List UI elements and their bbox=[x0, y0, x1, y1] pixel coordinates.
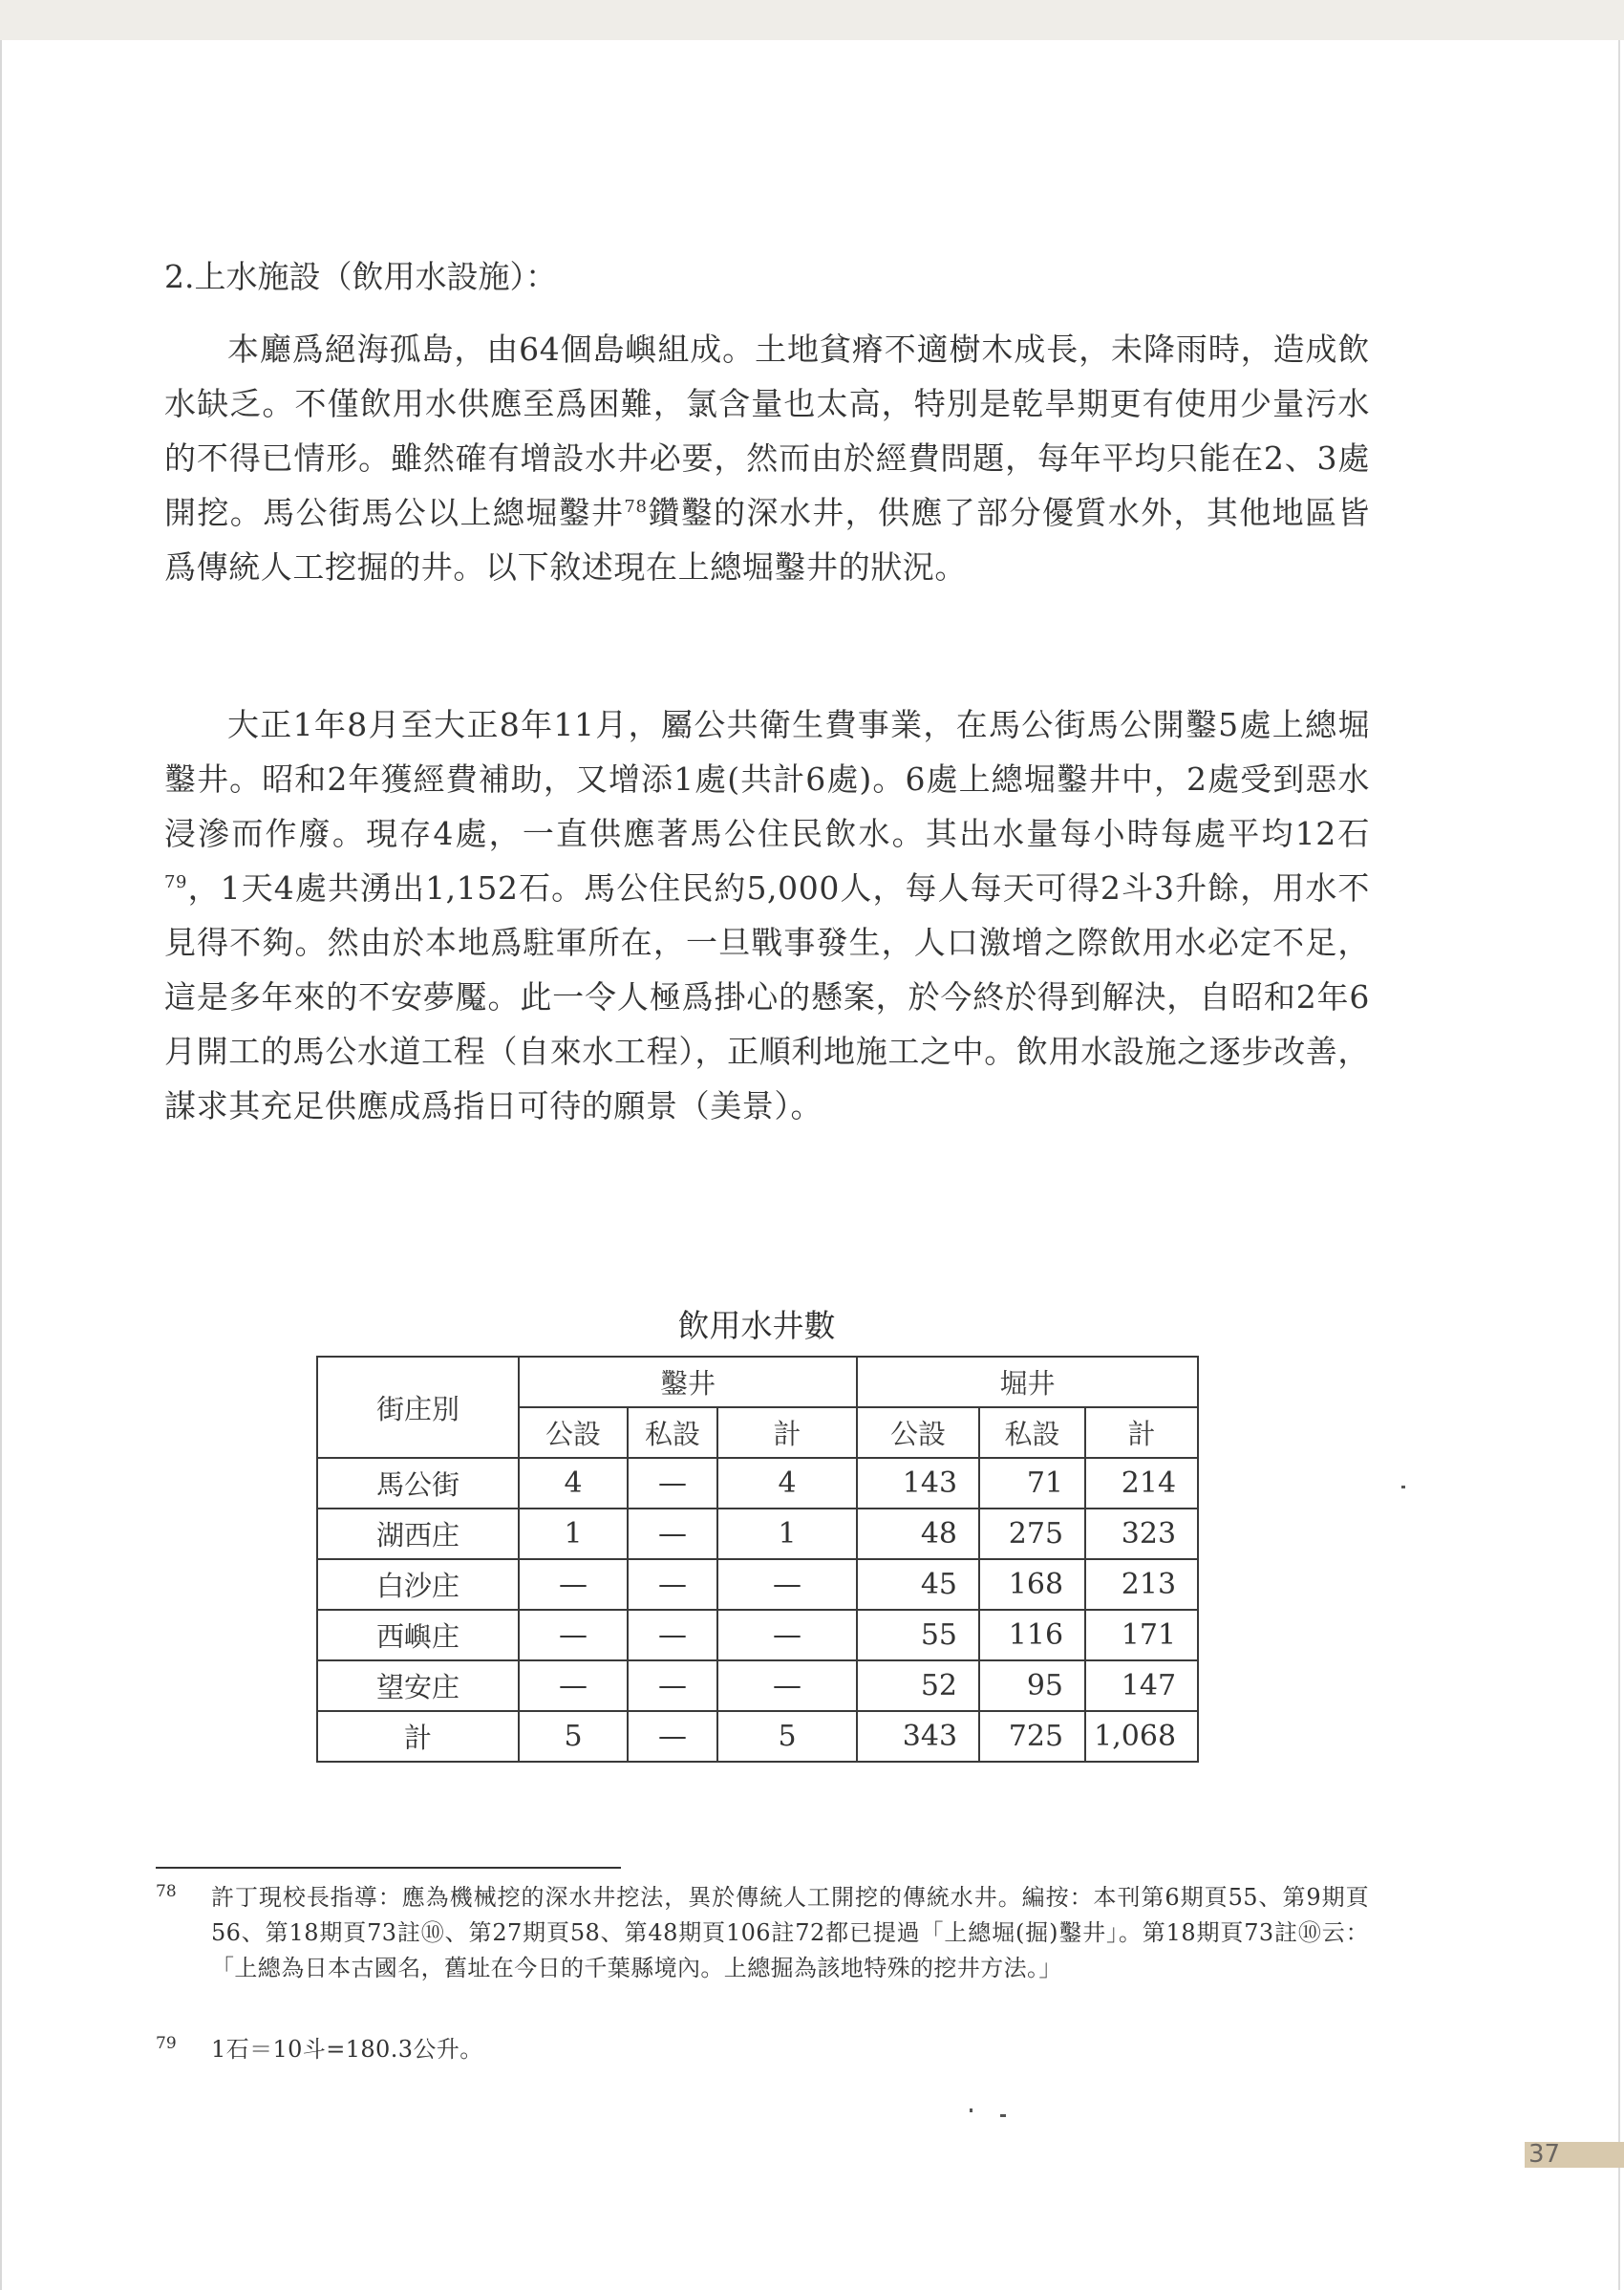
table-cell: 48 bbox=[857, 1509, 979, 1559]
table-row bbox=[317, 1509, 1198, 1559]
table-cell: — bbox=[519, 1610, 628, 1660]
table-cell: 1 bbox=[519, 1509, 628, 1559]
table-cell: 147 bbox=[1085, 1660, 1198, 1711]
header-drilled-private: 私設 bbox=[628, 1407, 717, 1458]
table-header-row-1 bbox=[317, 1357, 1198, 1407]
table-cell: 95 bbox=[979, 1660, 1085, 1711]
table-row bbox=[317, 1610, 1198, 1660]
table-row bbox=[317, 1711, 1198, 1762]
paragraph-1-text-a: 本廳爲絕海孤島，由64個島嶼組成。土地貧瘠不適樹木成長，未降雨時，造成飲水缺乏。不僅飲用水供應至爲困難，氯含量也太高，特別是乾旱期更有使用少量污水的不得已情形。雖然確有增設水井必要，然而由於經費問題，每年平均只能在2、3處開挖。馬公街馬公以上總堀鑿井 bbox=[164, 331, 1370, 531]
table-cell: 52 bbox=[857, 1660, 979, 1711]
table-cell: 71 bbox=[979, 1458, 1085, 1509]
table-cell: 214 bbox=[1085, 1458, 1198, 1509]
paragraph-1 bbox=[164, 322, 1370, 594]
header-dug-private: 私設 bbox=[979, 1407, 1085, 1458]
scan-speck bbox=[970, 2108, 972, 2112]
table-cell: 171 bbox=[1085, 1610, 1198, 1660]
table-cell: 55 bbox=[857, 1610, 979, 1660]
paragraph-2-text-a: 大正1年8月至大正8年11月，屬公共衛生費事業，在馬公街馬公開鑿5處上總堀鑿井。昭和2年獲經費補助，又增添1處(共計6處)。6處上總堀鑿井中，2處受到惡水浸滲而作廢。現存4處，一直供應著馬公住民飲水。其出水量每小時每處平均12石 bbox=[164, 706, 1370, 852]
table-cell: 275 bbox=[979, 1509, 1085, 1559]
table-cell: 725 bbox=[979, 1711, 1085, 1762]
header-dug-wells: 堀井 bbox=[857, 1357, 1198, 1407]
wells-table bbox=[316, 1356, 1199, 1763]
header-drilled-total: 計 bbox=[717, 1407, 857, 1458]
table-cell: 45 bbox=[857, 1559, 979, 1610]
table-cell: 213 bbox=[1085, 1559, 1198, 1610]
row-district-name: 計 bbox=[317, 1711, 519, 1762]
scan-left-edge bbox=[0, 40, 2, 2290]
page-number: 37 bbox=[1528, 2140, 1561, 2169]
table-cell: 5 bbox=[519, 1711, 628, 1762]
paragraph-2-text-b: ，1天4處共湧出1,152石。馬公住民約5,000人，每人每天可得2斗3升餘，用水不見得不夠。然由於本地爲駐軍所在，一旦戰事發生，人口激增之際飲用水必定不足，這是多年來的不安夢魘。此一令人極爲掛心的懸案，於今終於得到解決，自昭和2年6月開工的馬公水道工程（自來水工程），正順利地施工之中。飲用水設施之逐步改善，謀求其充足供應成爲指日可待的願景（美景）。 bbox=[164, 869, 1370, 1124]
table-cell: 4 bbox=[717, 1458, 857, 1509]
row-district-name: 白沙庄 bbox=[317, 1559, 519, 1610]
table-cell: — bbox=[628, 1559, 717, 1610]
header-dug-total: 計 bbox=[1085, 1407, 1198, 1458]
footnote-78 bbox=[156, 1880, 1369, 1986]
paragraph-2 bbox=[164, 697, 1370, 1133]
table-cell: — bbox=[628, 1660, 717, 1711]
table-cell: 1,068 bbox=[1085, 1711, 1198, 1762]
table-cell: — bbox=[519, 1660, 628, 1711]
table-title: 飲用水井數 bbox=[677, 1307, 836, 1344]
table-row bbox=[317, 1458, 1198, 1509]
footnote-divider bbox=[156, 1867, 621, 1869]
scan-speck bbox=[1000, 2114, 1006, 2117]
footnote-79 bbox=[156, 2032, 1369, 2067]
table-cell: 5 bbox=[717, 1711, 857, 1762]
section-heading: 2.上水施設（飲用水設施）： bbox=[164, 258, 557, 295]
table-cell: — bbox=[628, 1610, 717, 1660]
table-row bbox=[317, 1660, 1198, 1711]
header-dug-public: 公設 bbox=[857, 1407, 979, 1458]
table-cell: 343 bbox=[857, 1711, 979, 1762]
header-drilled-wells: 鑿井 bbox=[519, 1357, 857, 1407]
header-drilled-public: 公設 bbox=[519, 1407, 628, 1458]
footnote-ref-79[interactable]: 79 bbox=[164, 872, 188, 892]
footnote-78-number: 78 bbox=[156, 1882, 177, 1901]
row-district-name: 西嶼庄 bbox=[317, 1610, 519, 1660]
paragraph-1-text-b: 鑽鑿的深水井，供應了部分優質水外，其他地區皆爲傳統人工挖掘的井。以下敘述現在上總堀鑿井的狀況。 bbox=[164, 494, 1370, 586]
table-cell: 168 bbox=[979, 1559, 1085, 1610]
page-number-tab bbox=[1525, 2142, 1624, 2168]
table-cell: 116 bbox=[979, 1610, 1085, 1660]
table-cell: 1 bbox=[717, 1509, 857, 1559]
footnote-78-text: 許丁現校長指導：應為機械挖的深水井挖法，異於傳統人工開挖的傳統水井。編按：本刊第6期頁55、第9期頁56、第18期頁73註⑩、第27期頁58、第48期頁106註72都已提過「上總堀(掘)鑿井」。第18期頁73註⑩云：「上總為日本古國名，舊址在今日的千葉縣境內。上總掘為該地特殊的挖井方法。」 bbox=[211, 1884, 1369, 1981]
table-cell: — bbox=[628, 1711, 717, 1762]
footnote-ref-78[interactable]: 78 bbox=[624, 497, 648, 517]
table-cell: — bbox=[628, 1458, 717, 1509]
row-district-name: 望安庄 bbox=[317, 1660, 519, 1711]
footnote-79-number: 79 bbox=[156, 2034, 177, 2053]
scan-right-edge bbox=[1618, 40, 1620, 2290]
table-cell: — bbox=[628, 1509, 717, 1559]
table-cell: — bbox=[717, 1559, 857, 1610]
table-row bbox=[317, 1559, 1198, 1610]
table-cell: — bbox=[717, 1660, 857, 1711]
table-cell: 4 bbox=[519, 1458, 628, 1509]
scan-speck bbox=[1401, 1486, 1405, 1488]
scan-top-band bbox=[0, 0, 1624, 40]
table-cell: — bbox=[519, 1559, 628, 1610]
table-cell: — bbox=[717, 1610, 857, 1660]
row-district-name: 湖西庄 bbox=[317, 1509, 519, 1559]
header-district: 街庄別 bbox=[317, 1357, 519, 1458]
footnote-79-text: 1石＝10斗=180.3公升。 bbox=[211, 2036, 483, 2063]
table-cell: 323 bbox=[1085, 1509, 1198, 1559]
row-district-name: 馬公街 bbox=[317, 1458, 519, 1509]
table-cell: 143 bbox=[857, 1458, 979, 1509]
